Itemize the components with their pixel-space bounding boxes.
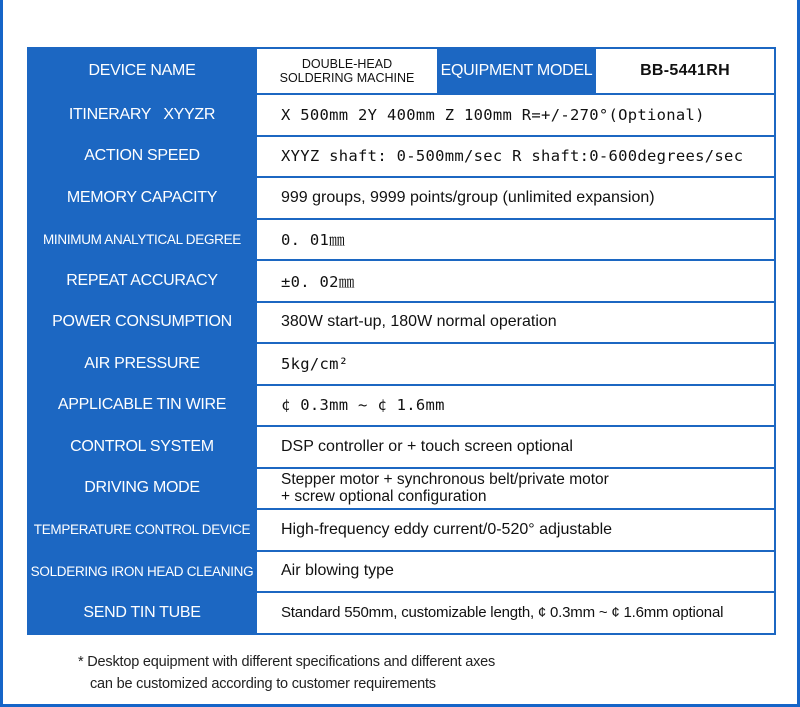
table-row [29,591,774,633]
table-row [29,550,774,592]
device-name-line2: SOLDERING MACHINE [279,71,415,85]
footnote-line2: can be customized according to customer requirements [90,676,436,692]
spec-table [27,47,776,635]
table-row [29,508,774,550]
row-value: 380W start-up, 180W normal operation [255,303,774,343]
table-row [29,259,774,301]
row-value: 999 groups, 9999 points/group (unlimited expansion) [255,178,774,218]
row-label: AIR PRESSURE [29,344,255,384]
row-label: ITINERARY XYYZR [29,95,255,135]
table-row [29,384,774,426]
device-name-label: DEVICE NAME [29,49,255,93]
row-label: ACTION SPEED [29,137,255,177]
row-value: 5kg/cm² [255,344,774,384]
row-value-line1: Stepper motor + synchronous belt/private motor [281,471,609,489]
row-value: ¢ 0.3mm ~ ¢ 1.6mm [255,386,774,426]
footnote [78,651,495,695]
row-value: Standard 550mm, customizable length, ¢ 0.3mm ~ ¢ 1.6mm optional [255,593,774,633]
table-row [29,301,774,343]
row-value: ±0. 02㎜ [255,261,774,301]
table-row [29,218,774,260]
footnote-line1: * Desktop equipment with different specifications and different axes [78,654,496,670]
row-label: APPLICABLE TIN WIRE [29,386,255,426]
equipment-model-label: EQUIPMENT MODEL [437,49,594,93]
row-label: TEMPERATURE CONTROL DEVICE [29,510,255,550]
row-value: 0. 01㎜ [255,220,774,260]
row-label: CONTROL SYSTEM [29,427,255,467]
table-row [29,342,774,384]
row-label: REPEAT ACCURACY [29,261,255,301]
table-row [29,467,774,509]
row-value: High-frequency eddy current/0-520° adjustable [255,510,774,550]
row-value-line2: + screw optional configuration [281,488,487,506]
device-name-line1: DOUBLE-HEAD [301,57,393,71]
device-name-value [255,49,437,93]
row-label: POWER CONSUMPTION [29,303,255,343]
row-value: DSP controller or + touch screen optional [255,427,774,467]
row-label: MEMORY CAPACITY [29,178,255,218]
table-row [29,93,774,135]
left-border [0,0,3,707]
table-row [29,135,774,177]
header-row [29,49,774,93]
row-label: DRIVING MODE [29,469,255,509]
row-value: Air blowing type [255,552,774,592]
equipment-model-value: BB-5441RH [594,49,774,93]
table-row [29,425,774,467]
row-label: MINIMUM ANALYTICAL DEGREE [29,220,255,260]
row-value [255,469,774,509]
row-label: SOLDERING IRON HEAD CLEANING [29,552,255,592]
row-label: SEND TIN TUBE [29,593,255,633]
row-value: X 500mm 2Y 400mm Z 100mm R=+/-270°(Optional) [255,95,774,135]
row-value: XYYZ shaft: 0-500mm/sec R shaft:0-600degrees/sec [255,137,774,177]
table-row [29,176,774,218]
